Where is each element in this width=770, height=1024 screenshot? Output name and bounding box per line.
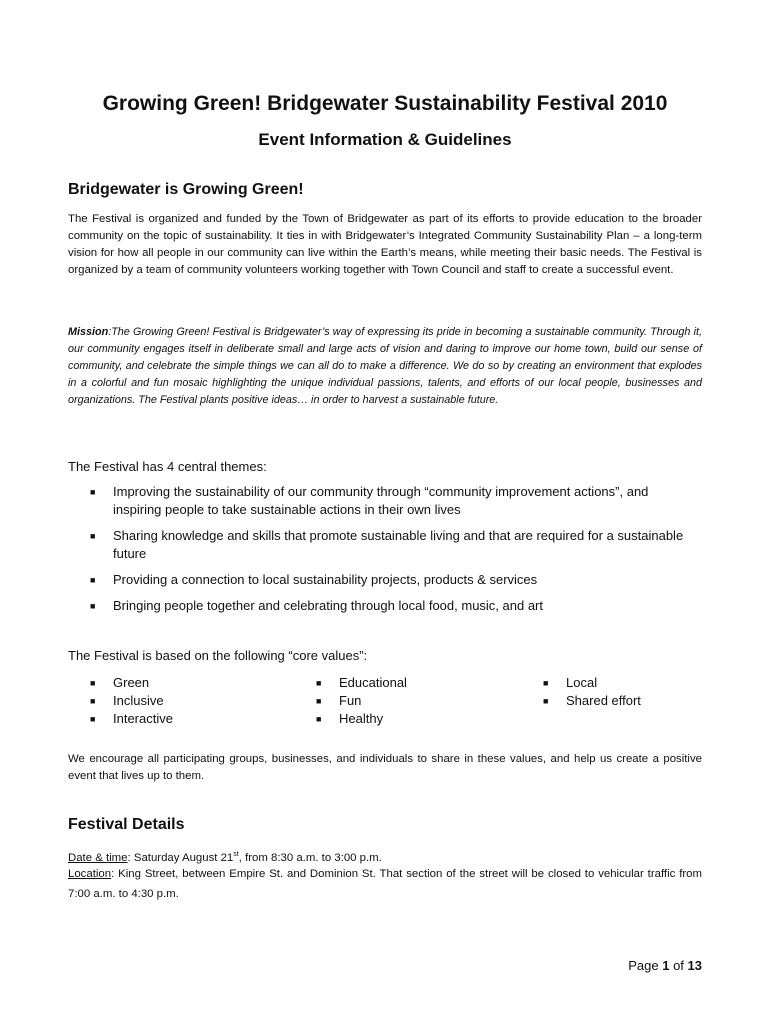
bullet-icon: ■ bbox=[90, 714, 96, 724]
bullet-icon: ■ bbox=[543, 696, 549, 706]
list-item: ■ Local bbox=[543, 675, 598, 690]
bullet-icon: ■ bbox=[316, 696, 322, 706]
mission-label: Mission bbox=[68, 326, 109, 338]
bullet-icon: ■ bbox=[90, 531, 96, 541]
list-item: ■ Sharing knowledge and skills that promote sustainable living and that are required for a sustainable future bbox=[90, 528, 684, 561]
bullet-icon: ■ bbox=[543, 678, 549, 688]
values-lead: The Festival is based on the following “core values”: bbox=[68, 648, 368, 663]
bullet-icon: ■ bbox=[316, 714, 322, 724]
list-item: ■ Green bbox=[90, 675, 150, 690]
list-item: ■ Providing a connection to local sustainability projects, products & services bbox=[90, 572, 538, 587]
values-column bbox=[90, 674, 173, 728]
list-item: ■ Interactive bbox=[90, 711, 173, 726]
bullet-icon: ■ bbox=[90, 678, 96, 688]
encourage-paragraph: We encourage all participating groups, businesses, and individuals to share in these values, and help us create a positive event that lives up to them. bbox=[68, 753, 702, 782]
date-time-line: Date & time: Saturday August 21st, from 8:30 a.m. to 3:00 p.m. bbox=[68, 851, 382, 864]
list-item: ■ Fun bbox=[316, 693, 362, 708]
bullet-icon: ■ bbox=[90, 601, 96, 611]
intro-paragraph: The Festival is organized and funded by the Town of Bridgewater as part of its efforts to provide education to the broader community on the topic of sustainability. It ties in with Bridgewater’s Integrated Community Sustainability Plan – a long-term vision for how all people in our community can live within the Earth’s means, while meeting their basic needs. The Festival is organized by a team of community volunteers working together with Town Council and staff to create a successful event. bbox=[68, 213, 702, 276]
document-title: Growing Green! Bridgewater Sustainability Festival 2010 bbox=[102, 92, 668, 115]
section-heading-festival-details: Festival Details bbox=[68, 816, 185, 833]
list-item: ■ Healthy bbox=[316, 711, 384, 726]
list-item: ■ Shared effort bbox=[543, 693, 641, 708]
location-label: Location bbox=[68, 868, 112, 880]
list-item: ■ Inclusive bbox=[90, 693, 164, 708]
bullet-icon: ■ bbox=[90, 487, 96, 497]
themes-list bbox=[90, 483, 700, 623]
values-column bbox=[543, 674, 641, 710]
document-subtitle: Event Information & Guidelines bbox=[258, 130, 512, 149]
bullet-icon: ■ bbox=[90, 696, 96, 706]
date-time-label: Date & time bbox=[68, 851, 128, 864]
bullet-icon: ■ bbox=[90, 575, 96, 585]
themes-lead: The Festival has 4 central themes: bbox=[68, 459, 267, 474]
mission-text: :The Growing Green! Festival is Bridgewater’s way of expressing its pride in becoming a sustainable community. Through it, our community engages itself in deliberate small and large acts of vision and daring to improve our home town, build our sense of community, and celebrate the simple things we can all do to make a difference. We do so by creating an environment that explodes in a colorful and fun mosaic highlighting the unique individual passions, talents, and efforts of our local people, businesses and organizations. The Festival plants positive ideas… in order to harvest a sustainable future. bbox=[68, 326, 702, 406]
bullet-icon: ■ bbox=[316, 678, 322, 688]
list-item: ■ Improving the sustainability of our community through “community improvement actions”, and inspiring people to take sustainable actions in their own lives bbox=[90, 484, 649, 517]
values-column bbox=[316, 674, 407, 728]
core-values-list bbox=[90, 674, 710, 734]
list-item: ■ Educational bbox=[316, 675, 407, 690]
page-number: Page 1 of 13 bbox=[628, 958, 702, 973]
mission-paragraph bbox=[68, 324, 702, 409]
location-line: Location: King Street, between Empire St. and Dominion St. That section of the street will be closed to vehicular traffic from 7:00 a.m. to 4:30 p.m. bbox=[68, 868, 702, 900]
section-heading-growing-green: Bridgewater is Growing Green! bbox=[68, 181, 304, 198]
list-item: ■ Bringing people together and celebrating through local food, music, and art bbox=[90, 598, 544, 613]
